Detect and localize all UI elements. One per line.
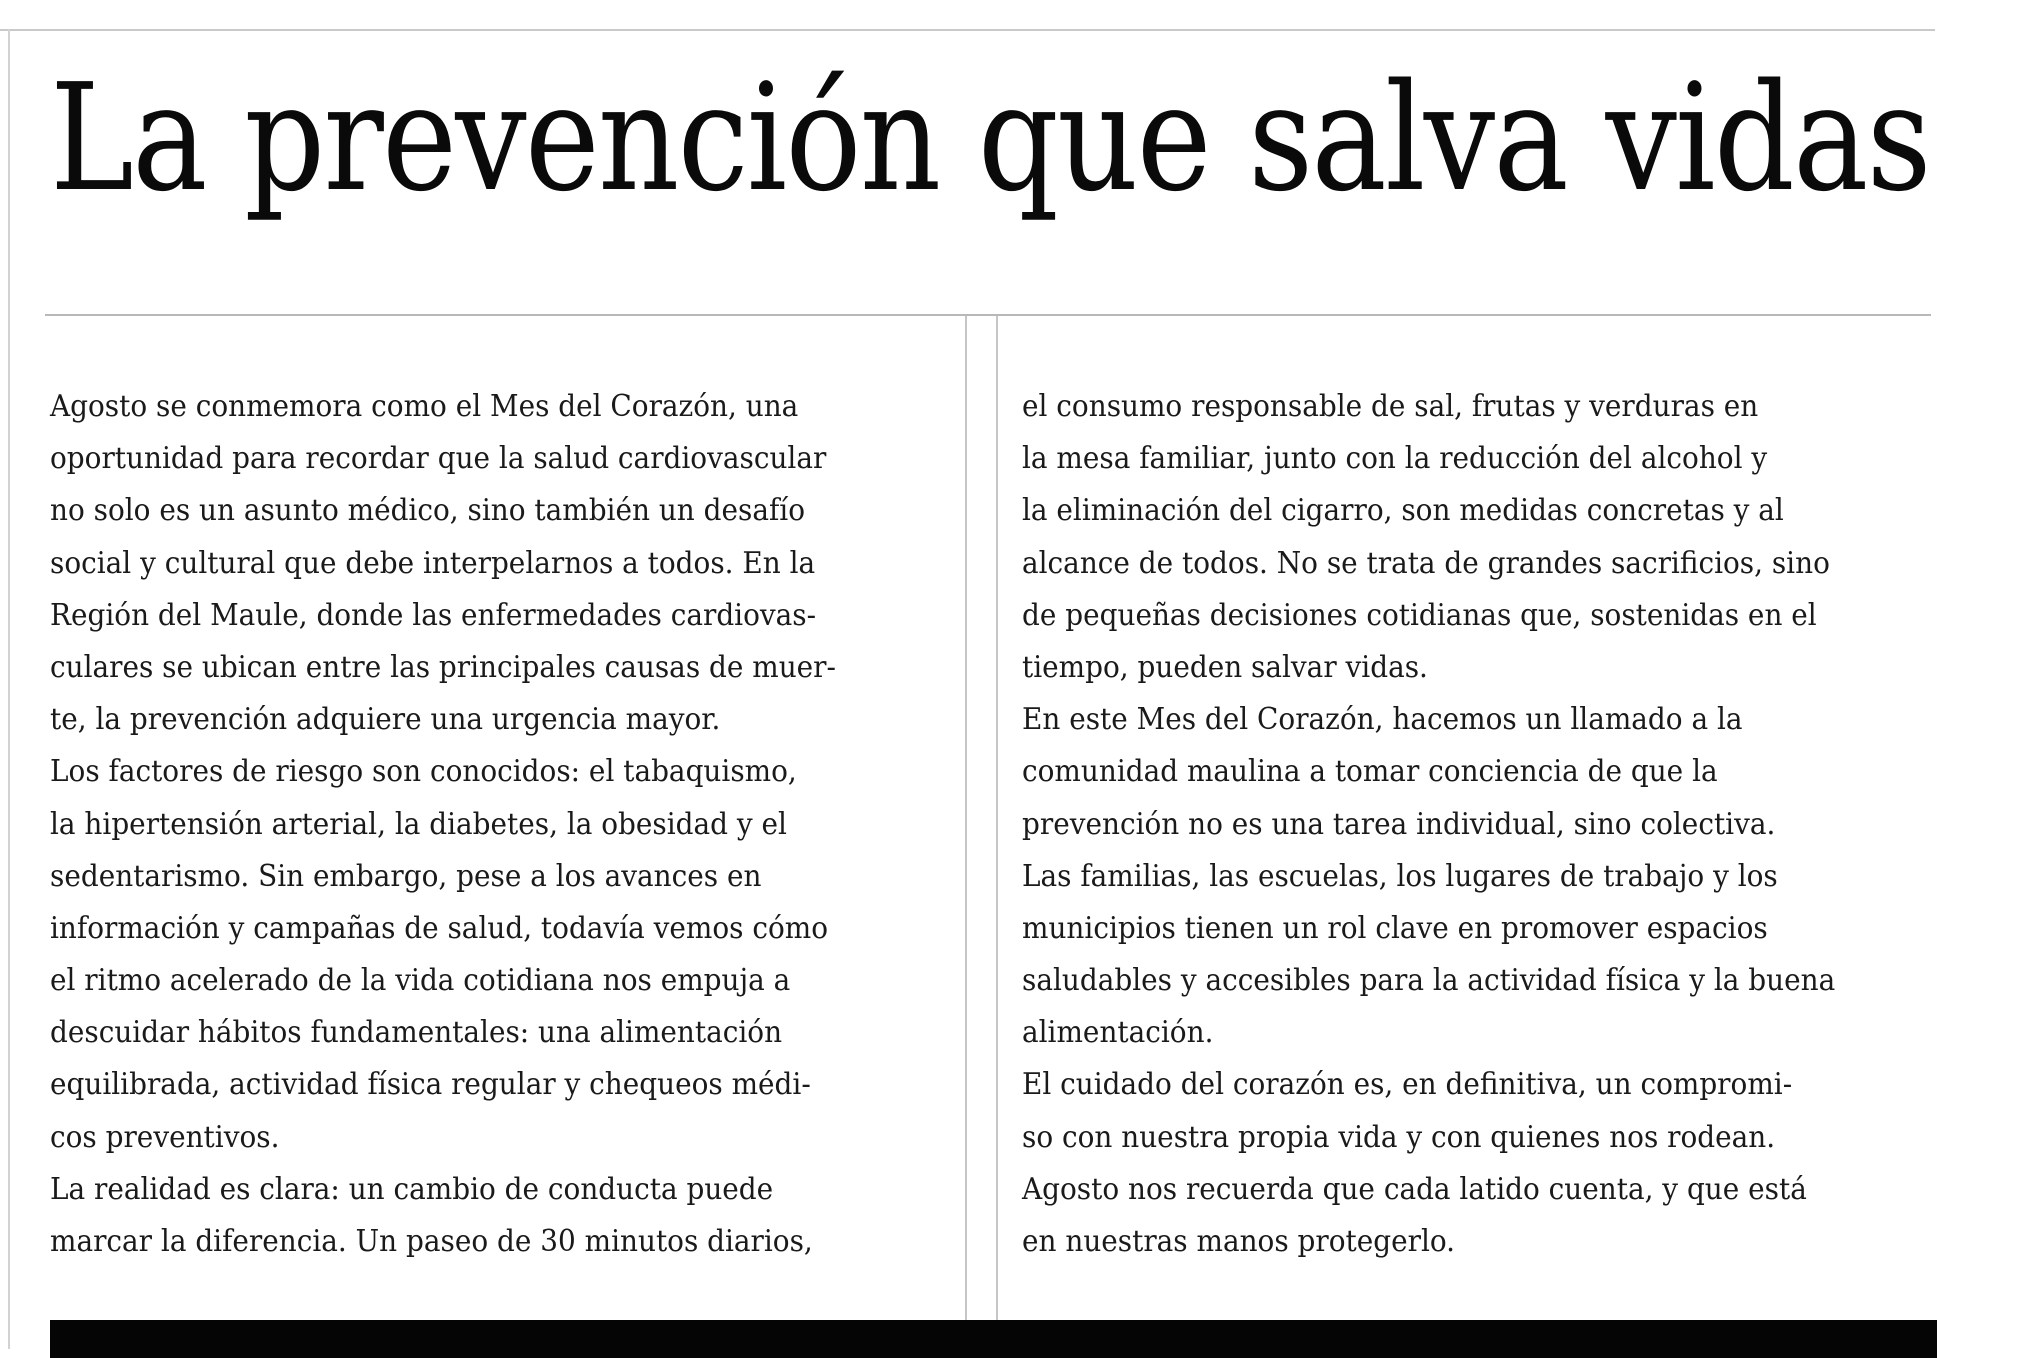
article-line: sedentarismo. Sin embargo, pese a los avances en [50,858,762,894]
article-line: marcar la diferencia. Un paseo de 30 minutos diarios, [50,1224,813,1259]
column-divider-right-line [996,316,998,1320]
article-line: en nuestras manos protegerlo. [1022,1224,1456,1259]
article-line: no solo es un asunto médico, sino también un desafío [50,493,806,529]
article-line: cos preventivos. [50,1119,280,1155]
article-line: te, la prevención adquiere una urgencia mayor. [50,702,721,738]
article-line: oportunidad para recordar que la salud cardiovascular [50,441,827,477]
article-column-left [50,381,970,1268]
article-line: información y campañas de salud, todavía vemos cómo [50,910,829,946]
headline-divider [45,314,1931,316]
article-line: municipios tienen un rol clave en promover espacios [1022,910,1768,946]
article-line: En este Mes del Corazón, hacemos un llamado a la [1022,702,1743,738]
article-line: la mesa familiar, junto con la reducción del alcohol y [1022,441,1768,477]
article-line: equilibrada, actividad física regular y chequeos médi- [50,1067,811,1103]
article-line: comunidad maulina a tomar conciencia de que la [1022,754,1718,790]
article-line: de pequeñas decisiones cotidianas que, sostenidas en el [1022,597,1817,633]
article-line: saludables y accesibles para la actividad física y la buena [1022,963,1836,999]
article-line: la hipertensión arterial, la diabetes, la obesidad y el [50,806,787,842]
article-line: El cuidado del corazón es, en definitiva, un compromi- [1022,1067,1793,1103]
article-headline: La prevención que salva vidas [50,52,1930,224]
article-line: Región del Maule, donde las enfermedades cardiovas- [50,597,817,633]
article-line: so con nuestra propia vida y con quienes nos rodean. [1022,1119,1776,1155]
article-line: descuidar hábitos fundamentales: una alimentación [50,1015,783,1051]
article-line: Los factores de riesgo son conocidos: el tabaquismo, [50,754,797,790]
bottom-black-bar [50,1320,1937,1358]
article-line: La realidad es clara: un cambio de conducta puede [50,1171,774,1207]
article-line: alimentación. [1022,1015,1214,1051]
article-line: prevención no es una tarea individual, sino colectiva. [1022,806,1776,842]
article-column-right [1022,381,1942,1268]
article-line: Agosto se conmemora como el Mes del Corazón, una [50,389,799,424]
article-line: el consumo responsable de sal, frutas y verduras en [1022,389,1759,424]
article-line: social y cultural que debe interpelarnos a todos. En la [50,545,816,581]
article-line: la eliminación del cigarro, son medidas concretas y al [1022,493,1784,529]
article-line: el ritmo acelerado de la vida cotidiana nos empuja a [50,963,791,999]
article-line: alcance de todos. No se trata de grandes sacrificios, sino [1022,545,1830,581]
article-line: Las familias, las escuelas, los lugares de trabajo y los [1022,858,1778,894]
article-line: culares se ubican entre las principales causas de muer- [50,649,836,685]
left-page-edge [8,29,10,1349]
top-rule [0,29,1935,31]
article-line: tiempo, pueden salvar vidas. [1022,649,1428,685]
article-line: Agosto nos recuerda que cada latido cuenta, y que está [1022,1171,1807,1207]
